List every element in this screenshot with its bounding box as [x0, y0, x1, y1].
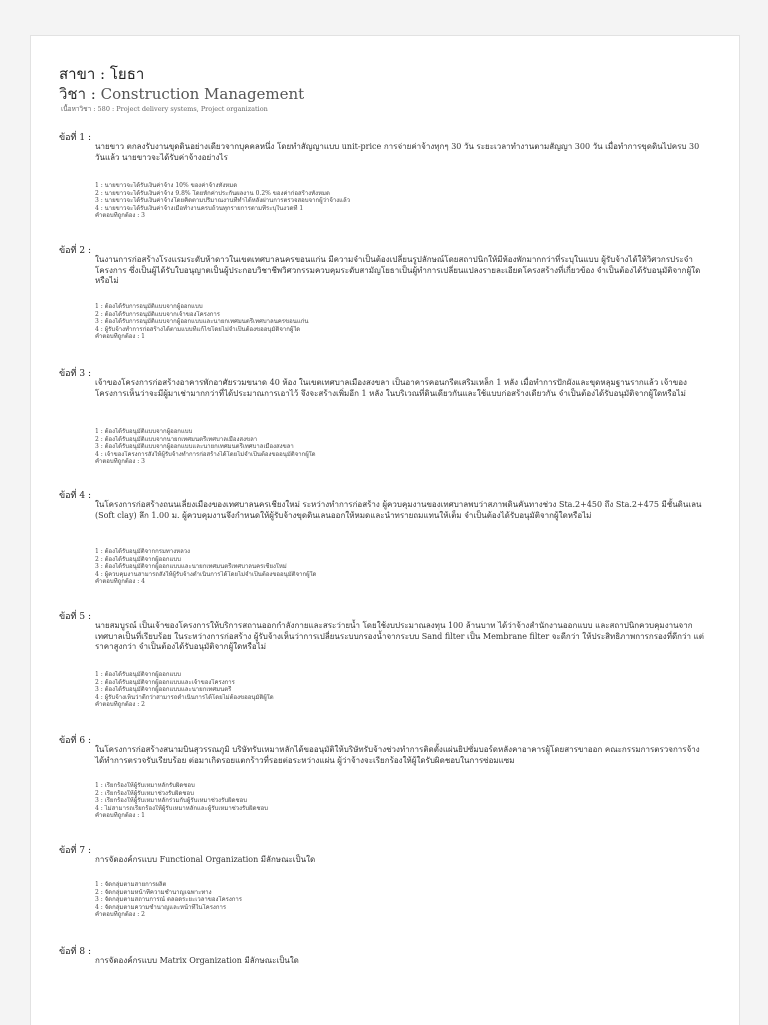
option-1: 1 : เรียกร้องให้ผู้รับเหมาหลักรับผิดชอบ — [95, 782, 195, 789]
question-options — [95, 782, 695, 820]
option-2: 2 : ต้องได้รับอนุมัติจากผู้ออกแบบ — [95, 555, 181, 563]
question-label: ข้อที่ 4 : — [59, 491, 91, 501]
option-4: 4 : ไม่สามารถเรียกร้องให้ผู้รับเหมาหลักและผู้รับเหมาช่วงรับผิดชอบ — [95, 804, 268, 812]
question-label: ข้อที่ 8 : — [59, 947, 91, 957]
branch-heading: สาขา : โยธา — [59, 65, 145, 83]
option-1: 1 : นายขาวจะได้รับเงินค่าจ้าง 10% ของค่าจ้างทั้งหมด — [95, 182, 238, 189]
option-2: 2 : จัดกลุ่มตามหน้าที่ความชำนาญเฉพาะทาง — [95, 888, 212, 896]
correct-answer: คำตอบที่ถูกต้อง : 1 — [95, 333, 145, 341]
correct-answer: คำตอบที่ถูกต้อง : 2 — [95, 701, 145, 709]
option-4: 4 : ผู้รับจ้างเห็นว่าดีกว่าสามารถดำเนินการได้โดยไม่ต้องขออนุมัติผู้ใด — [95, 693, 274, 701]
question-text: ในงานการก่อสร้างโรงแรมระดับห้าดาวในเขตเทศบาลนครขอนแก่น มีความจำเป็นต้องเปลี่ยนรูปลักษณ์โดยสถาปนิกให้มีห้องพักมากกว่าที่ระบุในแบบ ผู้รับจ้างได้ให้วิศวกรประจำโครงการ ซึ่งเป็นผู้ได้รับใบอนุญาตเป็นผู้ประกอบวิชาชีพวิศวกรรมควบคุมระดับสามัญโยธาเป็นผู้ทำการเปลี่ยนแปลงรายละเอียดโครงสร้างที่เกี่ยวข้อง จำเป็นต้องได้รับอนุมัติจากผู้ใดหรือไม่ — [95, 255, 701, 285]
option-3: 3 : ต้องได้รับอนุมัติแบบจากผู้ออกแบบและนายกเทศมนตรีเทศบาลเมืองสงขลา — [95, 443, 294, 451]
option-4: 4 : นายขาวจะได้รับเงินค่าจ้างเมื่อทำงานครบถ้วนทุกรายการตามที่ระบุในงวดที่ 1 — [95, 204, 304, 212]
option-2: 2 : นายขาวจะได้รับเงินค่าจ้าง 9.8% โดยหักค่าประกันผลงาน 0.2% ของค่าก่อสร้างทั้งหมด — [95, 189, 330, 197]
question-text: นายขาว ตกลงรับงานขุดดินอย่างเดียวจากบุคคลหนึ่ง โดยทำสัญญาแบบ unit-price การจ่ายค่าจ้างทุกๆ 30 วัน ระยะเวลาทำงานตามสัญญา 300 วัน เมื่อทำการขุดดินไปครบ 30 วันแล้ว นายขาวจะได้รับค่าจ้างอย่างไร — [95, 142, 700, 162]
option-3: 3 : ต้องได้รับการอนุมัติแบบจากผู้ออกแบบและนายกเทศมนตรีเทศบาลนครขอนแก่น — [95, 318, 309, 326]
option-4: 4 : จัดกลุ่มตามความชำนาญและหน้าที่ในโครงการ — [95, 903, 227, 911]
option-3: 3 : ต้องได้รับอนุมัติจากผู้ออกแบบและนายกเทศมนตรีเทศบาลนครเชียงใหม่ — [95, 563, 287, 571]
question-text: ในโครงการก่อสร้างสนามบินสุวรรณภูมิ บริษัทรับเหมาหลักได้ขออนุมัติให้บริษัทรับจ้างช่วงทำการติดตั้งแผ่นยิปซั่มบอร์ดหลังคาอาคารผู้โดยสารขาออก คณะกรรมการตรวจการจ้างได้ทำการตรวจรับเรียบร้อย ต่อมาเกิดรอยแตกร้าวที่รอยต่อระหว่างแผ่น ผู้ว่าจ้างจะเรียกร้องให้ผู้ใดรับผิดชอบในการซ่อมแซม — [95, 745, 700, 765]
question-text: การจัดองค์กรแบบ Functional Organization มีลักษณะเป็นใด — [95, 855, 316, 864]
content-value: 580 : Project delivery systems, Project organization — [97, 105, 268, 113]
option-1: 1 : ต้องได้รับอนุมัติจากผู้ออกแบบ — [95, 671, 181, 678]
option-4: 4 : ผู้รับจ้างทำการก่อสร้างได้ตามแบบที่แก้ไขโดยไม่จำเป็นต้องขออนุมัติจากผู้ใด — [95, 325, 301, 333]
question-options — [95, 548, 695, 586]
question-options — [95, 303, 695, 341]
branch-value: โยธา — [109, 65, 145, 83]
option-1: 1 : ต้องได้รับการอนุมัติแบบจากผู้ออกแบบ — [95, 303, 203, 310]
option-2: 2 : ต้องได้รับอนุมัติแบบจากนายกเทศมนตรีเทศบาลเมืองสงขลา — [95, 435, 258, 443]
question-label: ข้อที่ 5 : — [59, 612, 91, 622]
option-2: 2 : ต้องได้รับอนุมัติจากผู้ออกแบบและเจ้าของโครงการ — [95, 678, 235, 686]
exam-page — [30, 35, 740, 1025]
question-label: ข้อที่ 7 : — [59, 846, 91, 856]
content-heading: เนื้อหาวิชา : 580 : Project delivery systems, Project organization — [61, 105, 268, 113]
option-3: 3 : เรียกร้องให้ผู้รับเหมาหลักร่วมกับผู้รับเหมาช่วงรับผิดชอบ — [95, 797, 248, 805]
correct-answer: คำตอบที่ถูกต้อง : 1 — [95, 812, 145, 820]
question-label: ข้อที่ 6 : — [59, 736, 91, 746]
question-label: ข้อที่ 2 : — [59, 246, 91, 256]
question-options — [95, 881, 695, 919]
question-options — [95, 182, 695, 220]
option-1: 1 : ต้องได้รับอนุมัติจากกรมทางหลวง — [95, 548, 191, 555]
correct-answer: คำตอบที่ถูกต้อง : 4 — [95, 578, 145, 586]
option-4: 4 : ผู้ควบคุมงานสามารถสั่งให้ผู้รับจ้างดำเนินการได้โดยไม่จำเป็นต้องขออนุมัติจากผู้ใด — [95, 570, 317, 578]
option-2: 2 : เรียกร้องให้ผู้รับเหมาช่วงรับผิดชอบ — [95, 789, 194, 797]
question-options — [95, 671, 695, 709]
content-label: เนื้อหาวิชา — [61, 105, 92, 113]
question-text: นายสมบูรณ์ เป็นเจ้าของโครงการให้บริการสถานออกกำลังกายและสระว่ายน้ำ โดยใช้งบประมาณลงทุน 100 ล้านบาท ได้ว่าจ้างสำนักงานออกแบบ และสถาปนิกควบคุมงานจากเทศบาลเป็นที่เรียบร้อย ในระหว่างการก่อสร้าง ผู้รับจ้างเห็นว่าการเปลี่ยนระบบกรองน้ำจากระบบ Sand filter เป็น Membrane filter จะดีกว่า ให้ประสิทธิภาพการกรองที่ดีกว่า แต่ราคาสูงกว่า จำเป็นต้องได้รับอนุมัติจากผู้ใดหรือไม่ — [95, 621, 704, 651]
option-4: 4 : เจ้าของโครงการสั่งให้ผู้รับจ้างทำการก่อสร้างได้โดยไม่จำเป็นต้องขออนุมัติจากผู้ใด — [95, 450, 316, 458]
option-1: 1 : จัดกลุ่มตามสายการผลิต — [95, 881, 167, 888]
branch-label: สาขา — [59, 65, 96, 83]
subject-heading: วิชา : Construction Management — [59, 85, 305, 103]
question-label: ข้อที่ 3 : — [59, 369, 91, 379]
option-3: 3 : ต้องได้รับอนุมัติจากผู้ออกแบบและนายกเทศมนตรี — [95, 686, 232, 694]
correct-answer: คำตอบที่ถูกต้อง : 3 — [95, 212, 145, 220]
subject-label: วิชา — [59, 85, 87, 103]
option-1: 1 : ต้องได้รับอนุมัติแบบจากผู้ออกแบบ — [95, 428, 193, 435]
option-3: 3 : นายขาวจะได้รับเงินค่าจ้างโดยคิดตามปริมาณงานที่ทำได้หลังผ่านการตรวจสอบจากผู้ว่าจ้างแล้ว — [95, 197, 351, 205]
question-text: ในโครงการก่อสร้างถนนเลี่ยงเมืองของเทศบาลนครเชียงใหม่ ระหว่างทำการก่อสร้าง ผู้ควบคุมงานของเทศบาลพบว่าสภาพดินคันทางช่วง Sta.2+450 ถึง Sta.2+475 มีชั้นดินเลน (Soft clay) ลึก 1.00 ม. ผู้ควบคุมงานจึงกำหนดให้ผู้รับจ้างขุดดินเลนออกให้หมดและนำทรายถมแทนให้เต็ม จำเป็นต้องได้รับอนุมัติจากผู้ใดหรือไม่ — [95, 500, 702, 520]
question-text: การจัดองค์กรแบบ Matrix Organization มีลักษณะเป็นใด — [95, 956, 299, 965]
question-label: ข้อที่ 1 : — [59, 133, 91, 143]
subject-value: Construction Management — [100, 85, 305, 103]
option-2: 2 : ต้องได้รับการอนุมัติแบบจากเจ้าของโครงการ — [95, 310, 220, 318]
correct-answer: คำตอบที่ถูกต้อง : 3 — [95, 458, 145, 466]
correct-answer: คำตอบที่ถูกต้อง : 2 — [95, 911, 145, 919]
question-text: เจ้าของโครงการก่อสร้างอาคารพักอาศัยรวมขนาด 40 ห้อง ในเขตเทศบาลเมืองสงขลา เป็นอาคารคอนกรีตเสริมเหล็ก 1 หลัง เมื่อทำการปักผังและขุดหลุมฐานรากแล้ว เจ้าของโครงการเห็นว่าจะมีผู้มาเช่ามากกว่าที่ได้ประมาณการเอาไว้ จึงจะสร้างเพิ่มอีก 1 หลัง ในบริเวณที่ดินเดียวกันและใช้แบบก่อสร้างเดียวกัน จำเป็นต้องได้รับอนุมัติจากผู้ใดหรือไม่ — [95, 378, 687, 398]
option-3: 3 : จัดกลุ่มตามสถานการณ์ ตลอดระยะเวลาของโครงการ — [95, 896, 242, 904]
question-options — [95, 428, 695, 466]
